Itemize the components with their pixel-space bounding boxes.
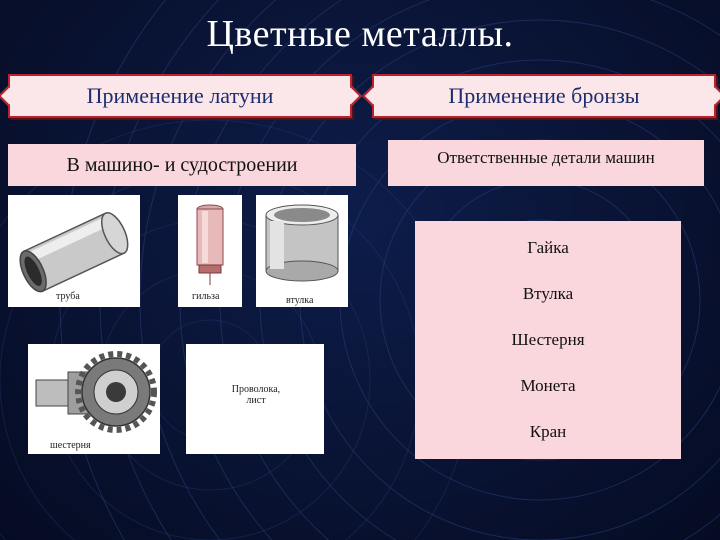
bronze-item: Втулка xyxy=(522,284,574,303)
cartridge-case-caption: гильза xyxy=(192,291,220,302)
bronze-subheading-text: Ответственные детали машин xyxy=(437,148,655,167)
bronze-item: Гайка xyxy=(527,238,569,257)
pipe-photo xyxy=(8,195,140,307)
wire-sheet-photo xyxy=(186,344,324,454)
bronze-item: Монета xyxy=(520,376,576,395)
bronze-heading: Применение бронзы xyxy=(372,74,716,118)
bushing-photo xyxy=(256,195,348,307)
pipe-caption: труба xyxy=(56,291,80,302)
gear-caption: шестерня xyxy=(50,440,91,451)
bronze-subheading-box xyxy=(388,140,704,186)
cartridge-case-photo xyxy=(178,195,242,307)
brass-industry-box xyxy=(8,144,356,186)
bronze-item: Шестерня xyxy=(511,330,585,349)
gear-icon xyxy=(28,344,160,440)
bushing-icon xyxy=(256,195,348,295)
bronze-items-box xyxy=(415,221,681,459)
brass-industry-text: В машино- и судостроении xyxy=(66,153,298,176)
brass-heading: Применение латуни xyxy=(8,74,352,118)
page-title: Цветные металлы. xyxy=(206,13,514,55)
wire-sheet-caption: Проволока, лист xyxy=(231,384,281,406)
gear-photo xyxy=(28,344,160,454)
bronze-item: Кран xyxy=(529,422,567,441)
bushing-caption: втулка xyxy=(286,295,314,306)
